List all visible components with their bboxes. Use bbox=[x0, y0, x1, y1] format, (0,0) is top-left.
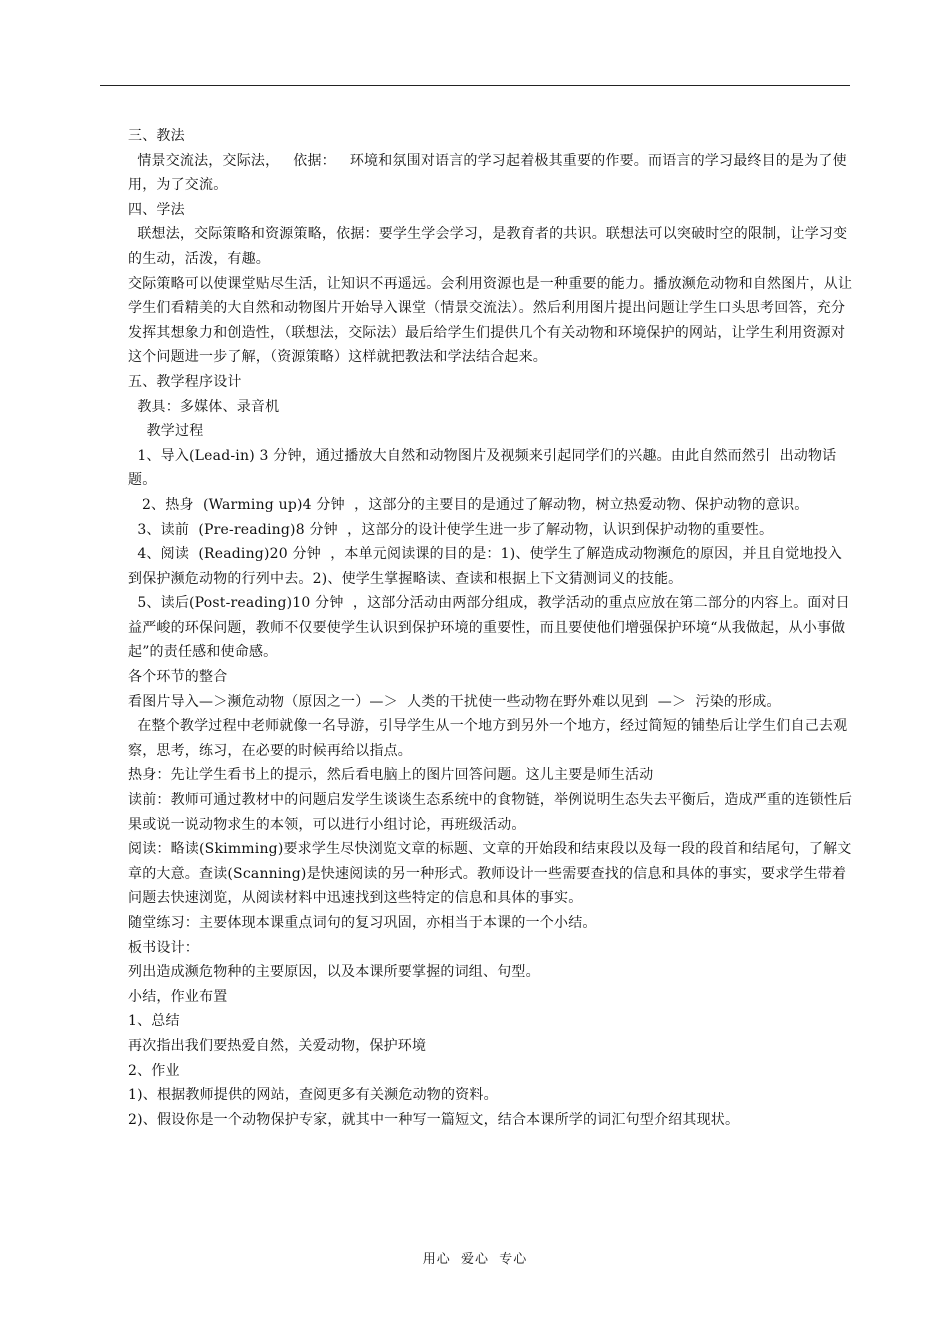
page-footer: 用心 爱心 专心 bbox=[422, 1252, 528, 1267]
subheading-integration: 各个环节的整合 bbox=[128, 669, 228, 686]
paragraph: 情景交流法，交际法， 依据： 环境和氛围对语言的学习起着极其重要的作要。而语言的学习最终目的是为了使用，为了交流。 bbox=[128, 152, 847, 194]
homework-item: 1)、根据教师提供的网站，查阅更多有关濒危动物的资料。 bbox=[128, 1087, 498, 1104]
list-heading-homework: 2、作业 bbox=[128, 1062, 180, 1079]
paragraph: 看图片导入—＞濒危动物（原因之一）—＞ 人类的干扰使一些动物在野外难以见到 —＞ 污染的形成。 bbox=[128, 693, 781, 710]
step-lead-in: 1、导入(Lead-in) 3 分钟，通过播放大自然和动物图片及视频来引起同学们的兴趣。由此自然而然引 出动物话题。 bbox=[128, 447, 837, 489]
step-warming-up: 2、热身 (Warming up)4 分钟 ，这部分的主要目的是通过了解动物，树立热爱动物、保护动物的意识。 bbox=[128, 496, 809, 513]
step-post-reading: 5、读后(Post-reading)10 分钟 ，这部分活动由两部分组成，教学活动的重点应放在第二部分的内容上。面对日益严峻的环保问题，教师不仅要使学生认识到保护环境的重要性，而且要使他们增强保护环境“从我做起，从小事做起”的责任感和使命感。 bbox=[128, 595, 850, 661]
paragraph: 教具：多媒体、录音机 bbox=[128, 398, 280, 415]
paragraph: 阅读：略读(Skimming)要求学生尽快浏览文章的标题、文章的开始段和结束段以及每一段的段首和结尾句，了解文章的大意。查读(Scanning)是快速阅读的另一种形式。教师设计一些需要查找的信息和具体的事实，要求学生带着问题去快速浏览，从阅读材料中迅速找到这些特定的信息和具体的事实。 bbox=[128, 841, 852, 907]
heading-procedure-design: 五、教学程序设计 bbox=[128, 373, 242, 390]
step-pre-reading: 3、读前 (Pre-reading)8 分钟 ，这部分的设计使学生进一步了解动物，认识到保护动物的重要性。 bbox=[128, 521, 774, 538]
paragraph: 热身：先让学生看书上的提示，然后看电脑上的图片回答问题。这儿主要是师生活动 bbox=[128, 767, 654, 784]
step-reading: 4、阅读 (Reading)20 分钟 ，本单元阅读课的目的是：1)、使学生了解造成动物濒危的原因，并且自觉地投入到保护濒危动物的行列中去。2)、使学生掌握略读、查读和根据上下文猜测词义的技能。 bbox=[128, 546, 842, 587]
header-rule bbox=[100, 85, 850, 86]
paragraph: 随堂练习：主要体现本课重点词句的复习巩固，亦相当于本课的一个小结。 bbox=[128, 915, 597, 931]
paragraph: 交际策略可以使课堂贴尽生活，让知识不再遥远。会利用资源也是一种重要的能力。播放濒危动物和自然图片，从让学生们看精美的大自然和动物图片开始导入课堂（情景交流法）。然后利用图片提出问题让学生口头思考回答，充分发挥其想象力和创造性，（联想法，交际法）最后给学生们提供几个有关动物和环境保护的网站，让学生利用资源对这个问题进一步了解，（资源策略）这样就把教法和学法结合起来。 bbox=[128, 275, 853, 366]
paragraph: 列出造成濒危物种的主要原因，以及本课所要掌握的词组、句型。 bbox=[128, 964, 540, 981]
document-body bbox=[128, 124, 856, 1132]
paragraph: 联想法，交际策略和资源策略，依据：要学生学会学习，是教育者的共识。联想法可以突破时空的限制，让学习变的生动，活泼，有趣。 bbox=[128, 226, 848, 267]
list-heading-summary: 1、总结 bbox=[128, 1013, 180, 1030]
paragraph: 在整个教学过程中老师就像一名导游，引导学生从一个地方到另外一个地方，经过简短的铺垫后让学生们自己去观察，思考，练习，在必要的时候再给以指点。 bbox=[128, 718, 848, 759]
subheading-teaching-process: 教学过程 bbox=[128, 423, 204, 440]
homework-item: 2)、假设你是一个动物保护专家，就其中一种写一篇短文，结合本课所学的词汇句型介绍其现状。 bbox=[128, 1111, 740, 1128]
heading-learning-method: 四、学法 bbox=[128, 201, 185, 218]
paragraph: 读前：教师可通过教材中的问题启发学生谈谈生态系统中的食物链，举例说明生态失去平衡后，造成严重的连锁性后果或说一说动物求生的本领，可以进行小组讨论，再班级活动。 bbox=[128, 792, 853, 833]
heading-teaching-method: 三、教法 bbox=[128, 128, 185, 144]
subheading-summary-homework: 小结，作业布置 bbox=[128, 988, 228, 1005]
paragraph: 再次指出我们要热爱自然，关爱动物，保护环境 bbox=[128, 1037, 427, 1054]
subheading-board-design: 板书设计： bbox=[128, 939, 199, 956]
